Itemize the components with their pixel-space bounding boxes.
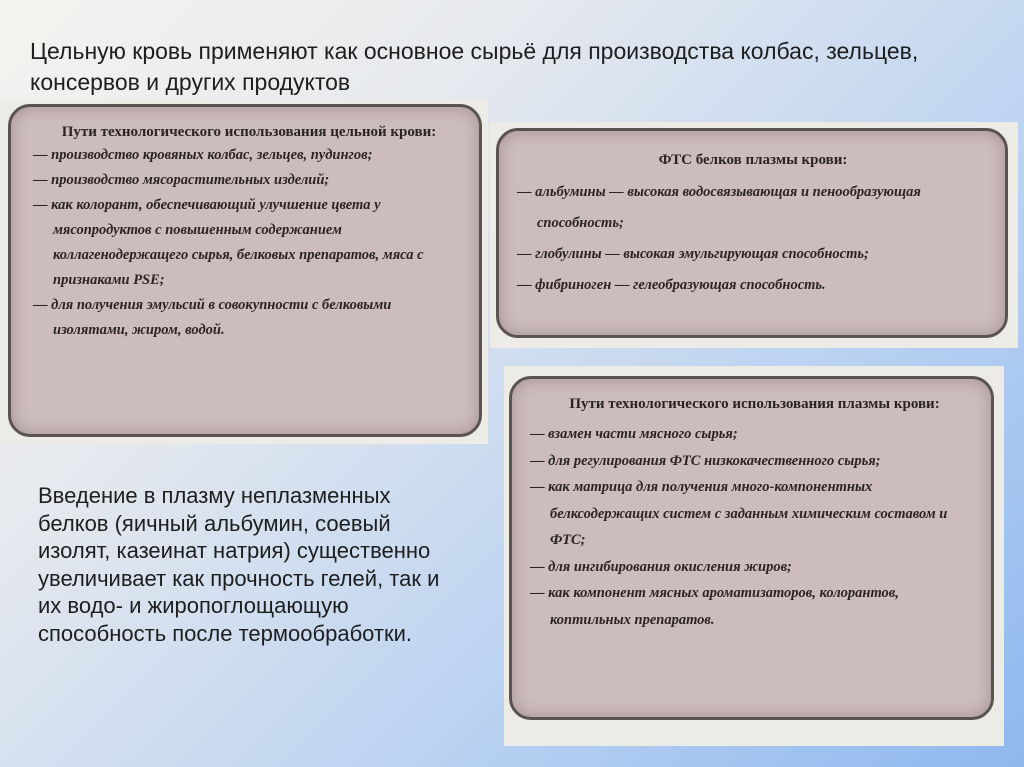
list-item: — глобулины — высокая эмульгирующая способность;: [517, 239, 989, 270]
list-item: — как матрица для получения много-компонентных белксодержащих систем с заданным химическим составом и ФТС;: [530, 474, 979, 554]
list-item: — альбумины — высокая водосвязывающая и пенообразующая способность;: [517, 177, 989, 239]
list-item: — для регулирования ФТС низкокачественного сырья;: [530, 448, 979, 475]
card-fts: [496, 128, 1008, 338]
list-item: — как колорант, обеспечивающий улучшение цвета у мясопродуктов с повышенным содержанием коллагенодержащего сырья, белковых препаратов, мяса с признаками PSE;: [33, 193, 465, 293]
card-plasma-list: [530, 421, 979, 633]
card-fts-title: ФТС белков плазмы крови:: [658, 152, 848, 168]
list-item: — как компонент мясных ароматизаторов, колорантов, коптильных препаратов.: [530, 580, 979, 633]
list-item: — для ингибирования окисления жиров;: [530, 554, 979, 581]
card-whole-blood-title: Пути технологического использования цельной крови:: [61, 124, 437, 140]
card-whole-blood: [8, 104, 482, 437]
card-plasma-title: Пути технологического использования плазмы крови:: [569, 396, 940, 412]
card-plasma: [509, 376, 994, 720]
list-item: — для получения эмульсий в совокупности с белковыми изолятами, жиром, водой.: [33, 293, 465, 343]
card-whole-blood-list: [33, 143, 465, 343]
card-fts-list: [517, 177, 989, 301]
slide-header-text: Цельную кровь применяют как основное сырьё для производства колбас, зельцев, консервов и других продуктов: [30, 38, 919, 95]
note-text: Введение в плазму неплазменных белков (яичный альбумин, соевый изолят, казеинат натрия) существенно увеличивает как прочность гелей, так и их водо- и жиропоглощающую способность после термообработки.: [38, 483, 440, 646]
list-item: — производство мясорастительных изделий;: [33, 168, 465, 193]
list-item: — производство кровяных колбас, зельцев, пудингов;: [33, 143, 465, 168]
list-item: — фибриноген — гелеобразующая способность.: [517, 270, 989, 301]
list-item: — взамен части мясного сырья;: [530, 421, 979, 448]
